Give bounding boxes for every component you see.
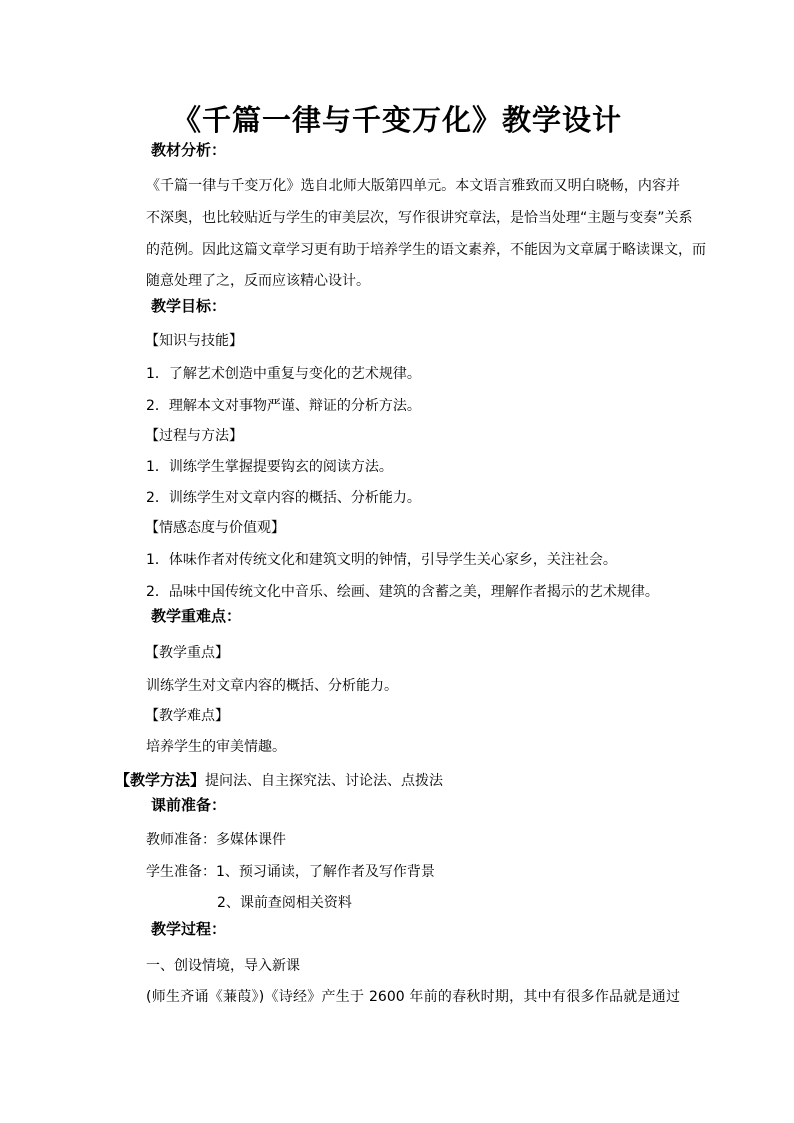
section-heading-material-analysis: 教材分析： <box>151 141 227 159</box>
methods-label: 【教学方法】 <box>115 771 206 789</box>
paragraph-line: 《千篇一律与千变万化》选自北师大版第四单元。本文语言雅致而又明白晓畅，内容并 <box>146 178 680 194</box>
section-heading-preparation: 课前准备： <box>151 796 227 814</box>
teacher-preparation: 教师准备：多媒体课件 <box>146 832 286 848</box>
subsection-label-process: 【过程与方法】 <box>145 428 243 444</box>
list-item: 1．训练学生掌握提要钩玄的阅读方法。 <box>146 459 393 475</box>
section-heading-teaching-goals: 教学目标： <box>151 297 227 315</box>
methods-text: 提问法、自主探究法、讨论法、点拨法 <box>205 773 444 789</box>
list-item: 2．训练学生对文章内容的概括、分析能力。 <box>146 490 421 506</box>
process-step-1-text: (师生齐诵《蒹葭》)《诗经》产生于 2600 年前的春秋时期，其中有很多作品就是通过 <box>146 989 680 1005</box>
subsection-label-difficulty: 【教学难点】 <box>145 708 229 724</box>
student-preparation-1: 学生准备：1、预习诵读，了解作者及写作背景 <box>146 864 435 880</box>
paragraph-line: 的范例。因此这篇文章学习更有助于培养学生的语文素养，不能因为文章属于略读课文，而 <box>146 242 706 258</box>
list-item: 2．品味中国传统文化中音乐、绘画、建筑的含蓄之美，理解作者揭示的艺术规律。 <box>146 584 659 600</box>
difficulty-text: 培养学生的审美情趣。 <box>146 739 286 755</box>
subsection-label-knowledge: 【知识与技能】 <box>145 333 243 349</box>
student-preparation-2: 2、课前查阅相关资料 <box>217 895 352 911</box>
list-item: 1．了解艺术创造中重复与变化的艺术规律。 <box>146 366 421 382</box>
paragraph-line: 随意处理了之，反而应该精心设计。 <box>146 273 370 289</box>
list-item: 1．体味作者对传统文化和建筑文明的钟情，引导学生关心家乡，关注社会。 <box>146 552 617 568</box>
section-heading-key-points: 教学重难点： <box>151 607 242 625</box>
document-title: 《千篇一律与千变万化》教学设计 <box>171 103 622 137</box>
process-step-1: 一、创设情境，导入新课 <box>146 958 300 974</box>
list-item: 2．理解本文对事物严谨、辩证的分析方法。 <box>146 398 421 414</box>
section-heading-process: 教学过程： <box>151 920 227 938</box>
subsection-label-focus: 【教学重点】 <box>145 645 229 661</box>
focus-text: 训练学生对文章内容的概括、分析能力。 <box>146 678 398 694</box>
paragraph-line: 不深奥，也比较贴近与学生的审美层次，写作很讲究章法，是恰当处理“主题与变奏”关系 <box>146 210 693 226</box>
subsection-label-emotion: 【情感态度与价值观】 <box>145 520 285 536</box>
methods-line <box>115 770 443 791</box>
